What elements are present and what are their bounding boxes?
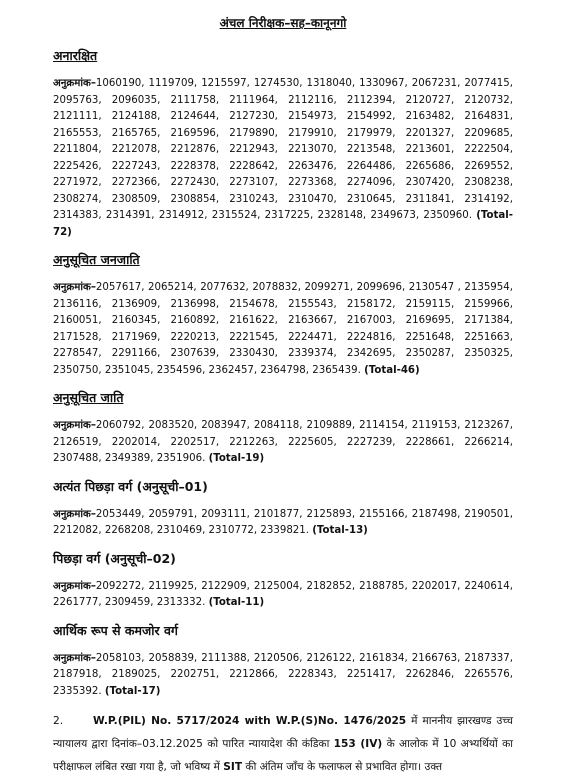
page-title: अंचल निरीक्षक–सह–कानूनगो	[219, 16, 347, 30]
category-total: (Total-46)	[364, 364, 420, 376]
roll-numbers: 1060190, 1119709, 1215597, 1274530, 1318040, 1330967, 2067231, 2077415, 2095763, 2096035, 2111758, 2111964, 2112116, 2112394, 2120727, 2120732, 2121111, 2124188, 2124644, 2127230, 2154973, 2154992, 2163482, 2164831, 2165553, 2165765, 2169596, 2179890, 2179910, 2179979, 2201327, 2209685, 2211804, 2212078, 2212876, 2212943, 2213070, 2213548, 2213601, 2222504, 2225426, 2227243, 2228378, 2228642, 2263476, 2264486, 2265686, 2269552, 2271972, 2272366, 2272430, 2273107, 2273368, 2274096, 2307420, 2308238, 2308274, 2308509, 2308854, 2310243, 2310470, 2310645, 2311841, 2314192, 2314383, 2314391, 2314912, 2315524, 2317225, 2328148, 2349673, 2350960.	[53, 78, 513, 221]
roll-number-label: अनुक्रमांक–	[53, 652, 96, 664]
category-heading: अत्यंत पिछड़ा वर्ग (अनुसूची–01)	[53, 478, 208, 494]
roll-number-label: अनुक्रमांक–	[53, 580, 96, 592]
category-section	[53, 251, 513, 379]
roll-number-list	[53, 651, 513, 701]
paragraph-text-3: की अंतिम जाँच के फलाफल से प्रभावित होगा। उक्त	[242, 761, 443, 773]
roll-number-list	[53, 280, 513, 379]
category-section	[53, 478, 513, 540]
roll-number-label: अनुक्रमांक–	[53, 78, 96, 89]
category-section	[53, 47, 513, 241]
category-section	[53, 550, 513, 612]
category-total: (Total-13)	[312, 525, 368, 536]
roll-numbers: 2060792, 2083520, 2083947, 2084118, 2109889, 2114154, 2119153, 2123267, 2126519, 2202014, 2202517, 2212263, 2225605, 2227239, 2228661, 2266214, 2307488, 2349389, 2351906.	[53, 420, 513, 464]
paragraph-text-2: के आलोक में 10 अभ्यर्थियों का परीक्षाफल लंबित रखा गया है, जो भविष्य में	[53, 738, 513, 773]
category-heading: आर्थिक रूप से कमजोर वर्ग	[53, 622, 178, 638]
roll-number-list	[53, 579, 513, 612]
category-total: (Total-19)	[208, 453, 265, 464]
note-paragraph	[53, 710, 513, 779]
roll-numbers: 2053449, 2059791, 2093111, 2101877, 2125893, 2155166, 2187498, 2190501, 2212082, 2268208, 2310469, 2310772, 2339821.	[53, 508, 513, 536]
category-total: (Total-17)	[104, 685, 161, 697]
case-reference: W.P.(PIL) No. 5717/2024 with W.P.(S)No. 1476/2025	[93, 715, 407, 727]
category-section	[53, 622, 513, 701]
roll-numbers: 2057617, 2065214, 2077632, 2078832, 2099271, 2099696, 2130547 , 2135954, 2136116, 2136909, 2136998, 2154678, 2155543, 2158172, 2159115, 2159966, 2160051, 2160345, 2160892, 2161622, 2163667, 2167003, 2169695, 2171384, 2171528, 2171969, 2220213, 2221545, 2224471, 2224816, 2251648, 2251663, 2278547, 2291166, 2307639, 2330430, 2339374, 2342695, 2350287, 2350325, 2350750, 2351045, 2354596, 2362457, 2364798, 2365439.	[53, 282, 513, 376]
roll-number-list	[53, 418, 513, 468]
result-sections	[53, 47, 513, 700]
roll-number-label: अनुक्रमांक–	[53, 420, 96, 431]
category-section	[53, 389, 513, 468]
roll-numbers: 2092272, 2119925, 2122909, 2125004, 2182852, 2188785, 2202017, 2240614, 2261777, 2309459, 2313332.	[53, 580, 513, 608]
roll-number-list	[53, 507, 513, 540]
category-total: (Total-72)	[53, 210, 513, 238]
category-heading: अनुसूचित जनजाति	[53, 252, 140, 267]
category-heading: अनारक्षित	[53, 48, 98, 63]
category-heading: पिछड़ा वर्ग (अनुसूची–02)	[53, 550, 176, 566]
sit-reference: SIT	[223, 761, 243, 773]
roll-numbers: 2058103, 2058839, 2111388, 2120506, 2126122, 2161834, 2166763, 2187337, 2187918, 2189025, 2202751, 2212866, 2228343, 2251417, 2262846, 2265576, 2335392.	[53, 652, 513, 697]
paragraph-number: 2.	[53, 715, 64, 727]
roll-number-list	[53, 76, 513, 241]
paragraph-text-1: में माननीय झारखण्ड उच्च न्यायालय द्वारा दिनांक–03.12.2025 को पारित न्यायादेश की कंडिका	[53, 715, 513, 750]
category-heading: अनुसूचित जाति	[53, 390, 124, 405]
category-total: (Total-11)	[208, 597, 265, 608]
kandika-reference: 153 (IV)	[333, 738, 383, 750]
roll-number-label: अनुक्रमांक–	[53, 282, 96, 293]
roll-number-label: अनुक्रमांक–	[53, 508, 96, 520]
